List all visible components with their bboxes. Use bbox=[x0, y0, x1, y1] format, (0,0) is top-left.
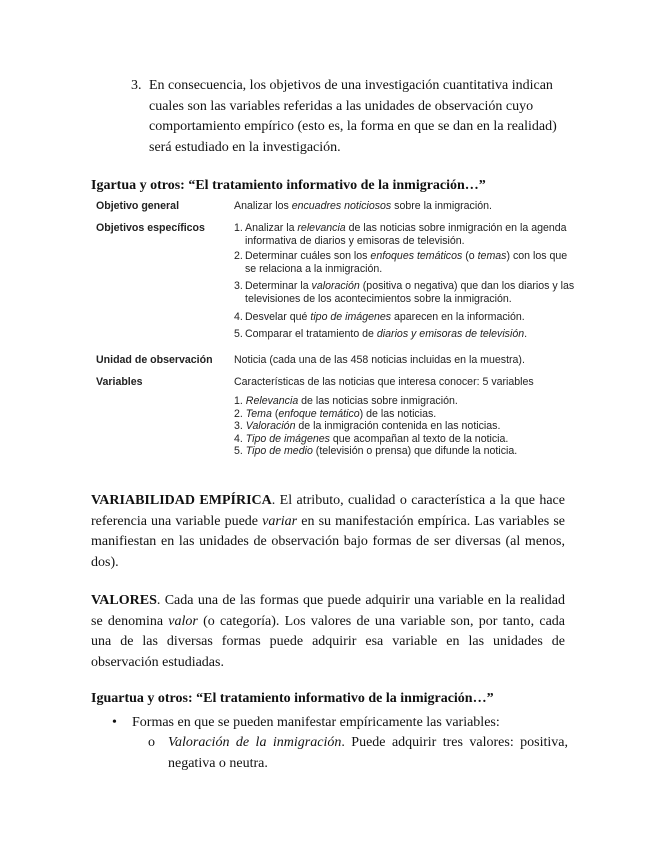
sub-bullet-item bbox=[148, 733, 568, 774]
sub-bullet-symbol: o bbox=[148, 735, 155, 750]
variable-item-3: 3. Valoración de la inmigración contenida en las noticias. bbox=[234, 420, 501, 433]
label-objetivo-general: Objetivo general bbox=[96, 200, 180, 212]
bullet-symbol: • bbox=[112, 715, 117, 730]
item-text: En consecuencia, los objetivos de una investigación cuantitativa indican cuales son las variables referidas a las unidades de observación cuyo comportamiento empírico (esto es, la forma en que se dan en la realidad) será estudiado en la investigación. bbox=[149, 78, 557, 155]
value-objetivo-general: Analizar los encuadres noticiosos sobre la inmigración. bbox=[234, 200, 492, 212]
heading-iguartua: Iguartua y otros: “El tratamiento informativo de la inmigración…” bbox=[91, 691, 494, 706]
paragraph-valores: VALORES. Cada una de las formas que puede adquirir una variable en la realidad se denomina valor (o categoría). Los valores de una variable son, por tanto, cada una de las diversas formas puede adquirir esa variable en las unidades de observación estudiadas. bbox=[91, 593, 565, 670]
variable-item-5: 5. Tipo de medio (televisión o prensa) que difunde la noticia. bbox=[234, 445, 518, 458]
term-valores: VALORES bbox=[91, 593, 157, 608]
label-variables: Variables bbox=[96, 376, 143, 388]
label-unidad-observacion: Unidad de observación bbox=[96, 354, 213, 366]
variable-item-4: 4. Tipo de imágenes que acompañan al texto de la noticia. bbox=[234, 432, 509, 445]
heading-igartua: Igartua y otros: “El tratamiento informativo de la inmigración…” bbox=[91, 178, 486, 193]
numbered-paragraph bbox=[131, 76, 571, 158]
term-variabilidad: VARIABILIDAD EMPÍRICA bbox=[91, 493, 272, 508]
variable-item-1: 1. Relevancia de las noticias sobre inmigración. bbox=[234, 395, 458, 407]
objetivo-item-1: 1. Analizar la relevancia de las noticias sobre inmigración en la agenda informativa de diarios y emisoras de televisión. bbox=[234, 222, 567, 247]
objetivo-item-2: 2. Determinar cuáles son los enfoques temáticos (o temas) con los que se relaciona a la inmigración. bbox=[234, 250, 568, 275]
value-unidad-observacion: Noticia (cada una de las 458 noticias incluidas en la muestra). bbox=[234, 354, 525, 366]
value-variables-intro: Características de las noticias que interesa conocer: 5 variables bbox=[234, 376, 534, 388]
variable-item-2: 2. Tema (enfoque temático) de las noticias. bbox=[234, 407, 437, 420]
objetivo-item-3: 3. Determinar la valoración (positiva o negativa) que dan los diarios y las televisiones de los acontecimientos sobre la inmigración. bbox=[234, 280, 575, 305]
variables-list bbox=[234, 395, 579, 458]
paragraph-variabilidad: VARIABILIDAD EMPÍRICA. El atributo, cualidad o característica a la que hace referencia una variable puede variar en su manifestación empírica. Las variables se manifiestan en las unidades de observación bajo formas de ser diversas (al menos, dos). bbox=[91, 493, 565, 570]
label-objetivos-especificos: Objetivos específicos bbox=[96, 222, 205, 234]
sub-bullet-text: Valoración de la inmigración. Puede adquirir tres valores: positiva, negativa o neutra. bbox=[168, 735, 568, 771]
bullet-text: Formas en que se pueden manifestar empíricamente las variables: bbox=[132, 715, 500, 730]
objetivo-item-5: 5. Comparar el tratamiento de diarios y emisoras de televisión. bbox=[234, 328, 528, 340]
objetivo-item-4: 4. Desvelar qué tipo de imágenes aparecen en la información. bbox=[234, 311, 525, 323]
item-number: 3. bbox=[131, 78, 142, 93]
